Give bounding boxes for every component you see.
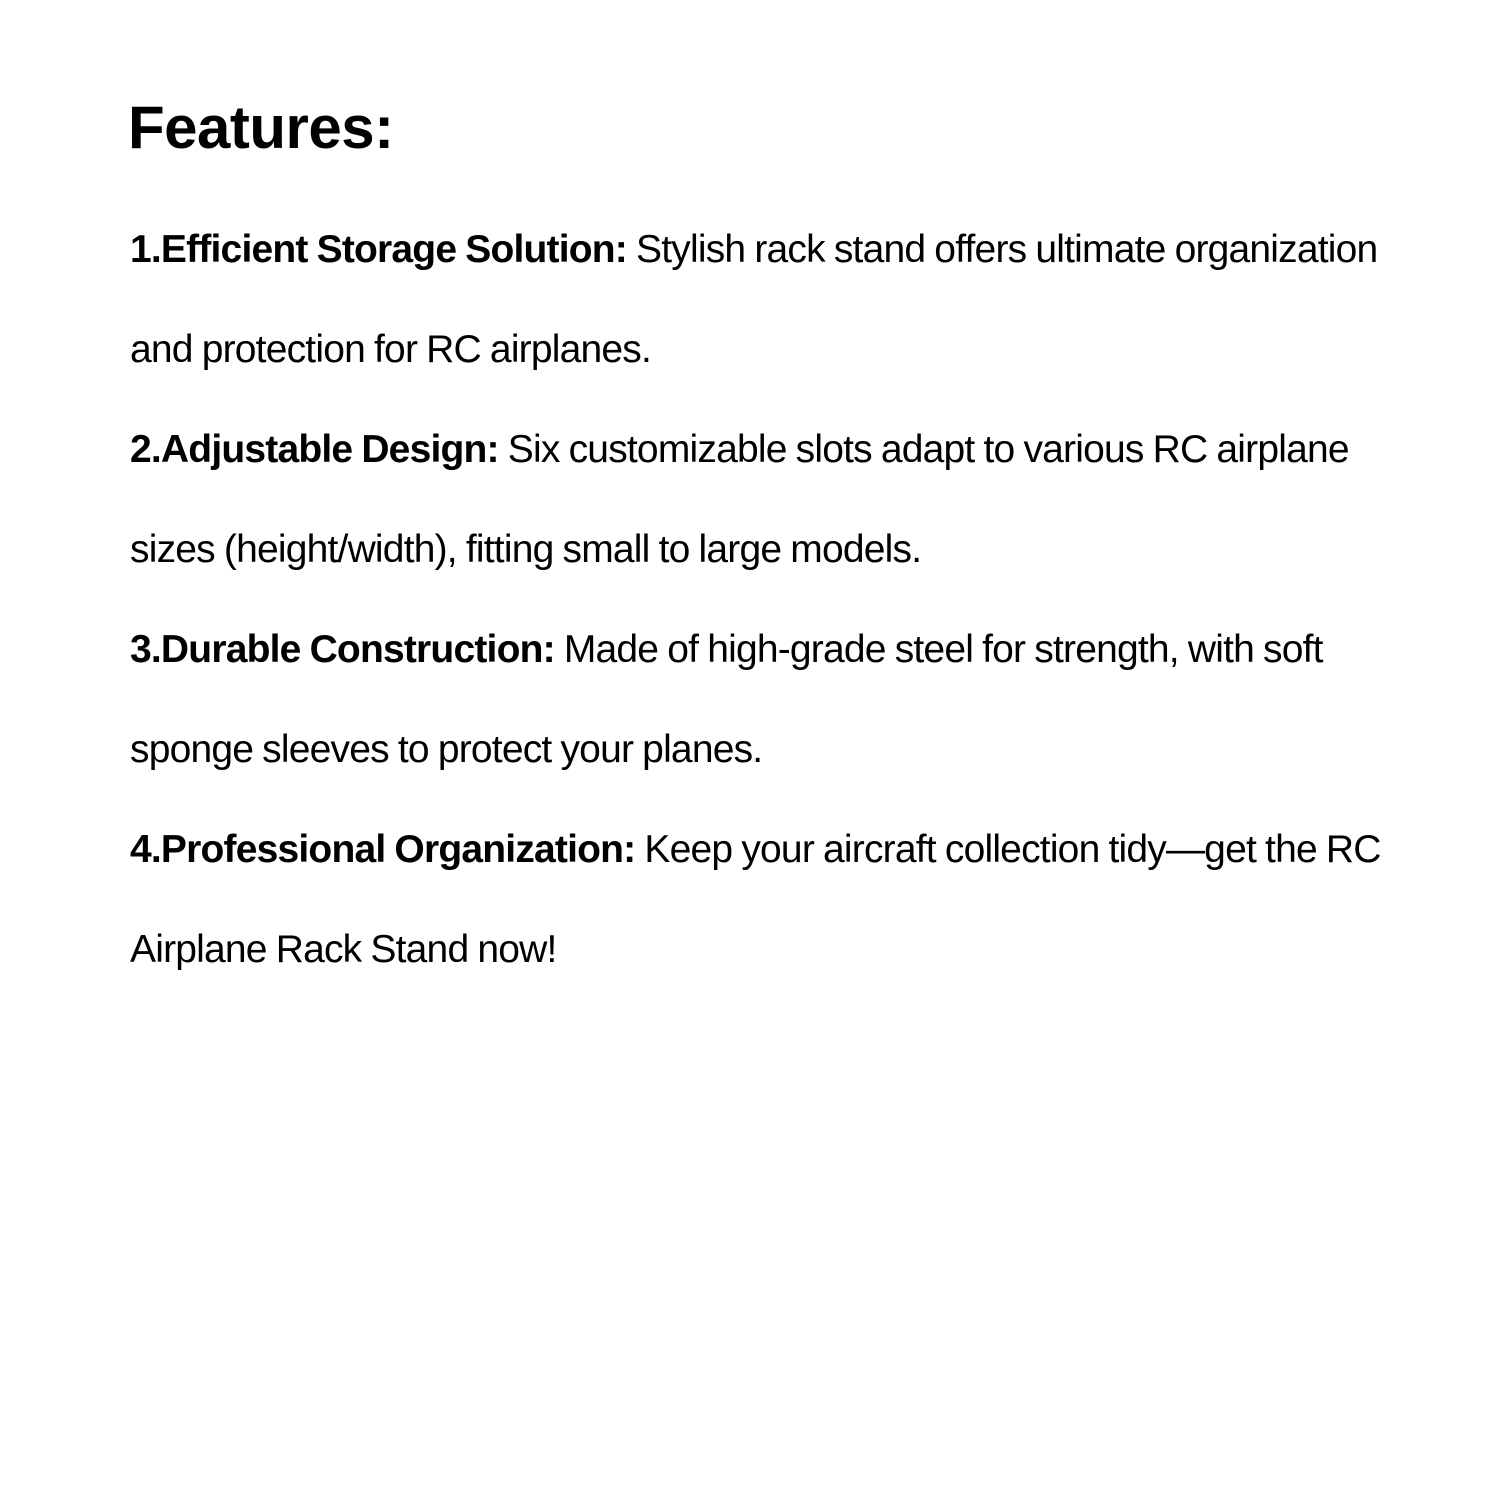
feature-label: 3.Durable Construction: <box>130 628 555 671</box>
feature-description: Keep your aircraft collection tidy—get the RC Airplane Rack Stand now! <box>130 828 1381 971</box>
feature-list <box>130 200 1420 1000</box>
feature-label: 2.Adjustable Design: <box>130 428 499 471</box>
page-title: Features: <box>128 94 394 161</box>
feature-label: 4.Professional Organization: <box>130 828 636 871</box>
feature-item-4 <box>130 800 1420 1000</box>
feature-description: Made of high-grade steel for strength, with soft sponge sleeves to protect your planes. <box>130 628 1323 771</box>
feature-description: Six customizable slots adapt to various RC airplane sizes (height/width), fitting small to large models. <box>130 428 1349 571</box>
feature-item-3 <box>130 600 1420 800</box>
feature-item-1 <box>130 200 1420 400</box>
feature-label: 1.Efficient Storage Solution: <box>130 228 627 271</box>
feature-description: Stylish rack stand offers ultimate organization and protection for RC airplanes. <box>130 228 1378 371</box>
feature-item-2 <box>130 400 1420 600</box>
